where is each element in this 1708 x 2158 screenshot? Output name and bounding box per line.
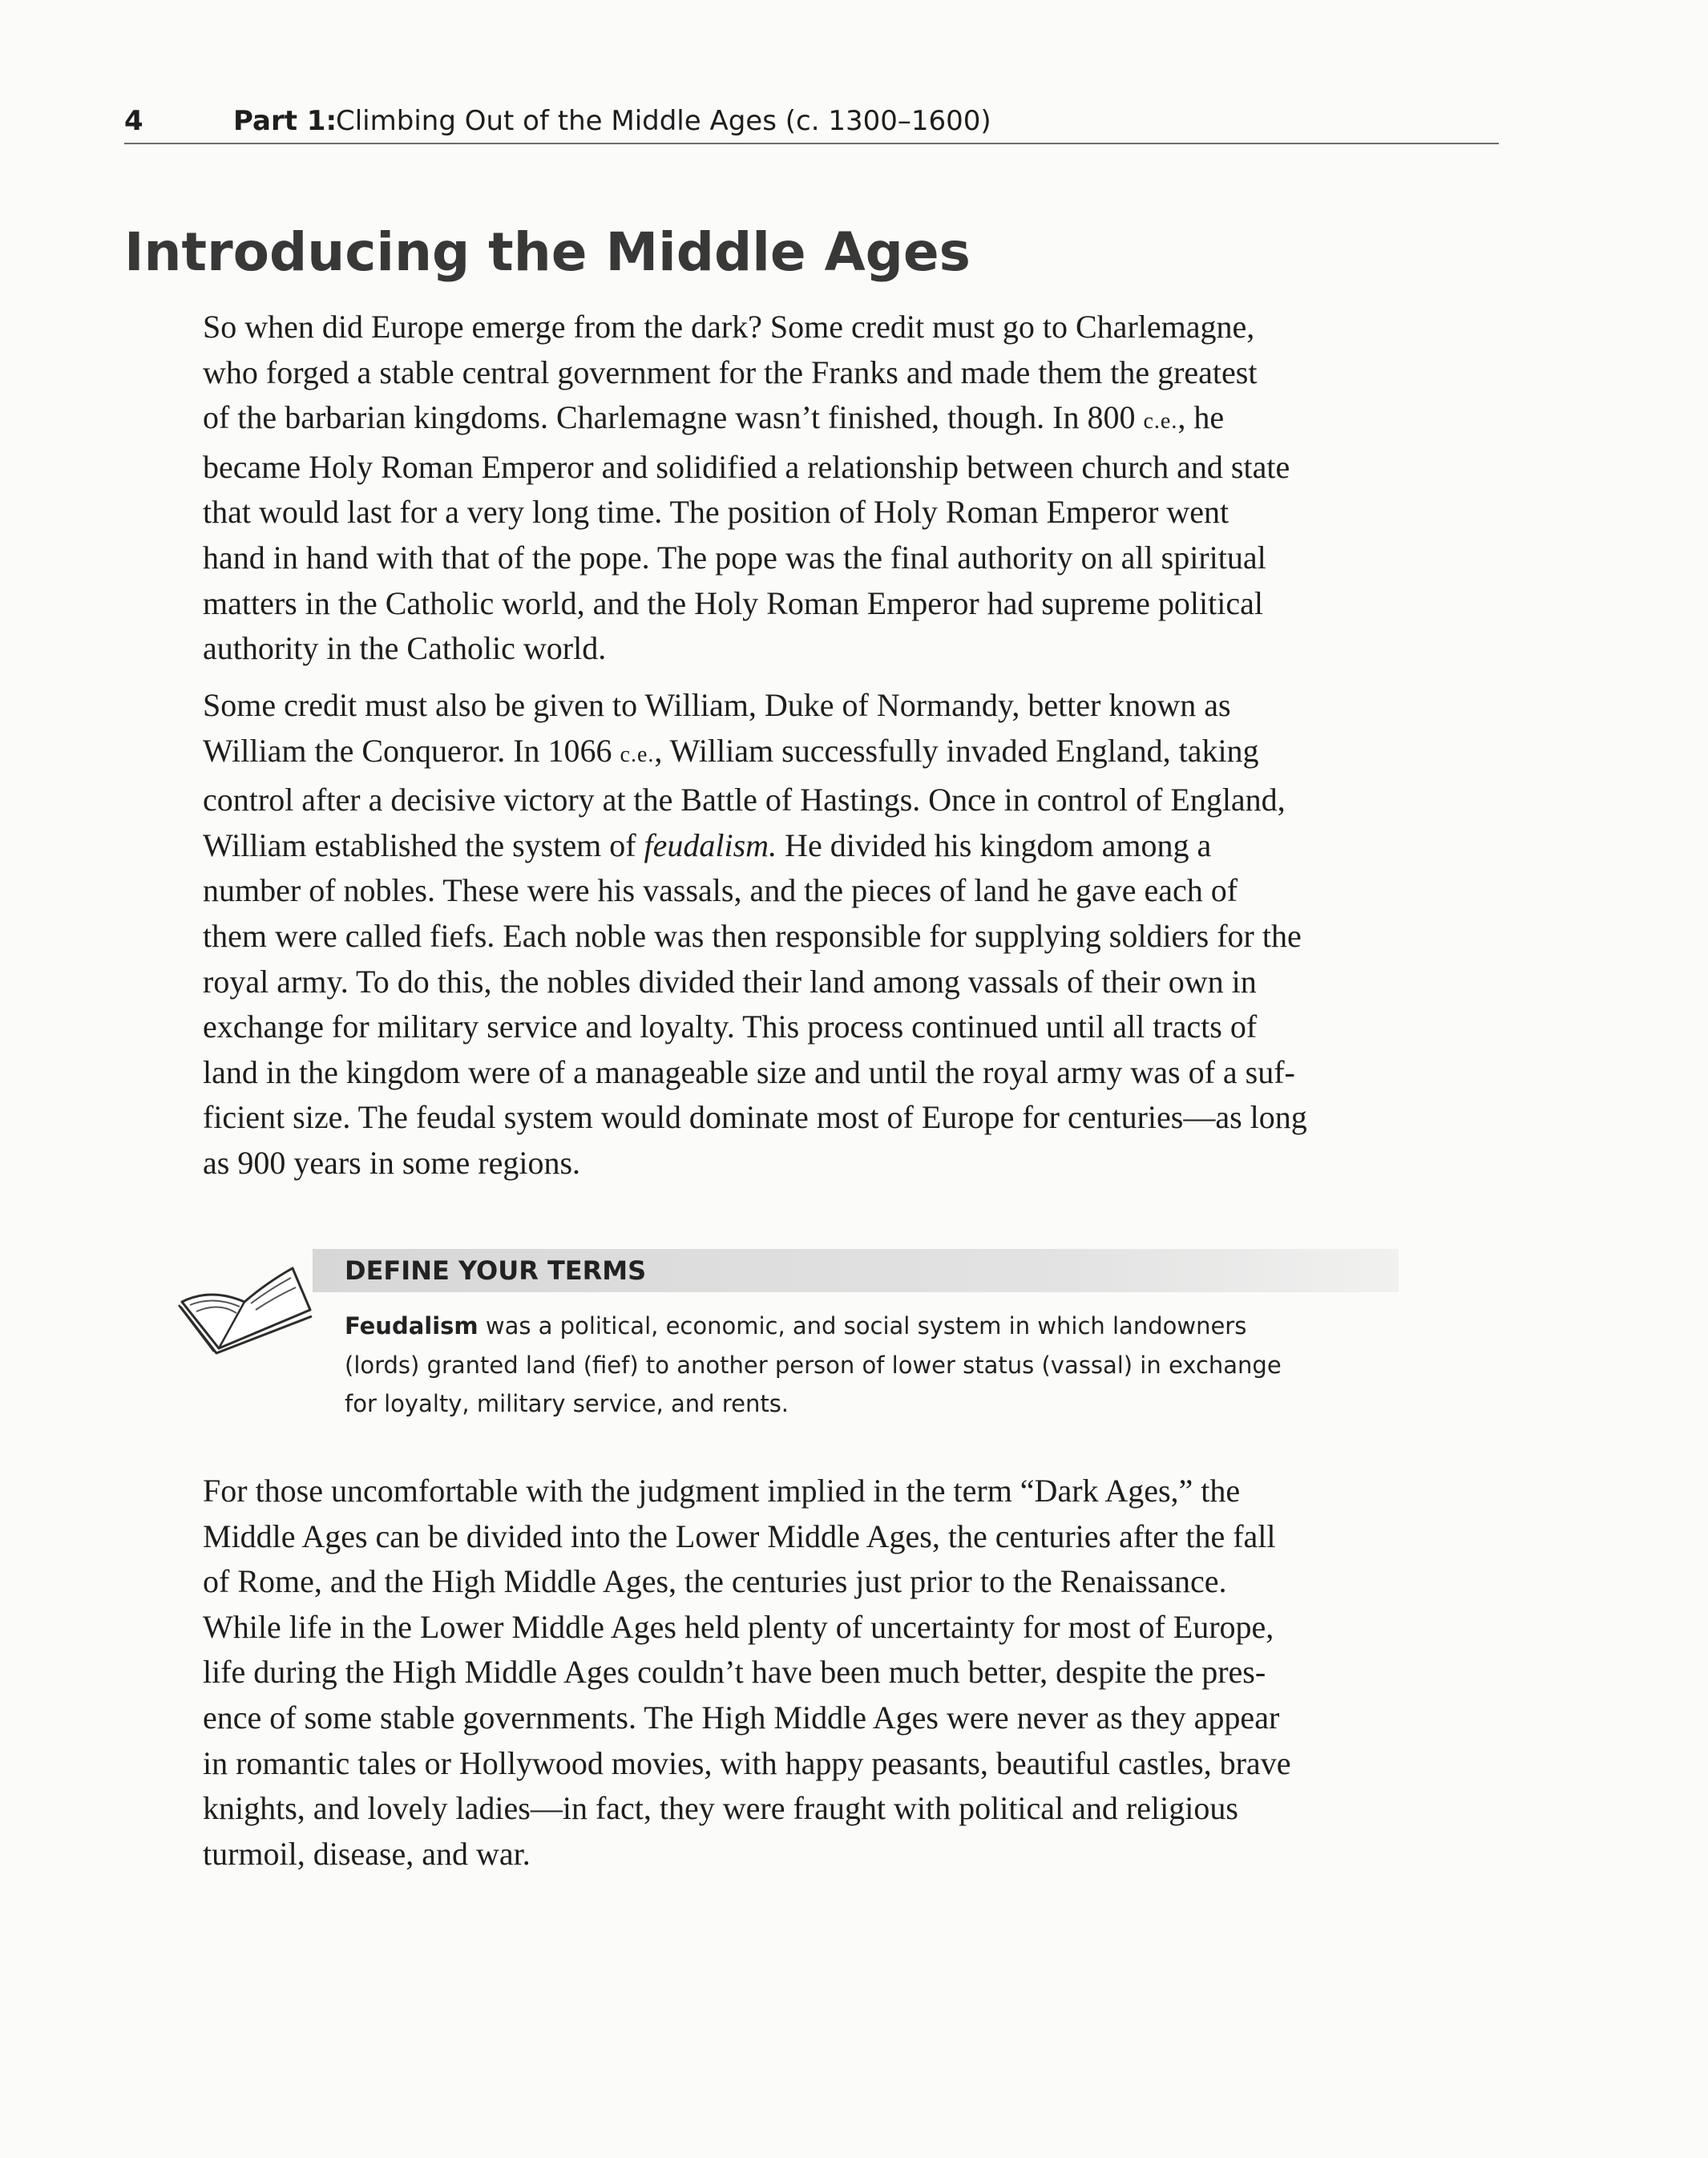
text-line (345, 1307, 1387, 1346)
text-line: For those uncomfortable with the judgment implied in the term “Dark Ages,” the (203, 1473, 1241, 1509)
text-run: He divided his kingdom among a (777, 826, 1212, 863)
paragraph-charlemagne (203, 305, 1517, 672)
text-line: land in the kingdom were of a manageable size and until the royal army was of a suf- (203, 1053, 1295, 1090)
text-line: So when did Europe emerge from the dark? Some credit must go to Charlemagne, (203, 309, 1255, 345)
text-line: (lords) granted land (fief) to another person of lower status (vassal) in exchange (345, 1351, 1282, 1379)
text-run: William established the system of (203, 826, 644, 863)
text-line: who forged a stable central government for the Franks and made them the greatest (203, 354, 1258, 390)
text-line: as 900 years in some regions. (203, 1144, 581, 1181)
text-run: , William successfully invaded England, taking (654, 732, 1259, 769)
text-line (203, 729, 1517, 778)
text-run: of the barbarian kingdoms. Charlemagne wasn’t finished, though. In 800 (203, 399, 1144, 436)
text-line: that would last for a very long time. The position of Holy Roman Emperor went (203, 494, 1230, 531)
text-line (203, 395, 1517, 445)
paragraph-william (203, 683, 1517, 1186)
section-title: Introducing the Middle Ages (124, 221, 971, 283)
text-line: in romantic tales or Hollywood movies, with happy peasants, beautiful castles, brave (203, 1744, 1291, 1781)
running-header (124, 101, 1499, 141)
text-line: hand in hand with that of the pope. The pope was the final authority on all spiritual (203, 539, 1266, 576)
header-rule (124, 143, 1499, 144)
text-line: ence of some stable governments. The High Middle Ages were never as they appear (203, 1699, 1280, 1736)
text-line: exchange for military service and loyalty. This process continued until all tracts of (203, 1008, 1258, 1045)
text-run: , he (1177, 399, 1225, 436)
text-line: authority in the Catholic world. (203, 630, 607, 667)
text-run: William the Conqueror. In 1066 (203, 732, 620, 769)
page-number: 4 (124, 105, 143, 137)
era-abbreviation: c.e. (620, 742, 655, 767)
sidebar-definition (345, 1307, 1387, 1424)
define-your-terms-sidebar (172, 1243, 1399, 1435)
text-line: control after a decisive victory at the Battle of Hastings. Once in control of England, (203, 782, 1286, 818)
italic-term: feudalism. (644, 826, 777, 863)
open-book-icon (172, 1255, 317, 1360)
text-line: Middle Ages can be divided into the Lower Middle Ages, the centuries after the fall (203, 1517, 1276, 1554)
text-line: of Rome, and the High Middle Ages, the centuries just prior to the Renaissance. (203, 1563, 1227, 1600)
text-line: life during the High Middle Ages couldn’t have been much better, despite the pres- (203, 1654, 1266, 1691)
text-line: royal army. To do this, the nobles divided their land among vassals of their own in (203, 963, 1257, 1000)
text-line: turmoil, disease, and war. (203, 1835, 531, 1872)
paragraph-dark-ages (203, 1469, 1517, 1877)
text-line: them were called fiefs. Each noble was then responsible for supplying soldiers for the (203, 917, 1302, 954)
text-line: While life in the Lower Middle Ages held plenty of uncertainty for most of Europe, (203, 1608, 1274, 1645)
sidebar-heading: DEFINE YOUR TERMS (345, 1255, 647, 1286)
text-line (203, 823, 1517, 869)
part-label: Part 1: (233, 105, 337, 137)
text-line: matters in the Catholic world, and the Holy Roman Emperor had supreme political (203, 584, 1264, 621)
text-line: number of nobles. These were his vassals, and the pieces of land he gave each of (203, 872, 1238, 909)
text-line: became Holy Roman Emperor and solidified a relationship between church and state (203, 448, 1290, 485)
text-line: for loyalty, military service, and rents. (345, 1390, 789, 1417)
text-line: knights, and lovely ladies—in fact, they were fraught with political and religious (203, 1790, 1238, 1827)
part-title: Climbing Out of the Middle Ages (c. 1300–1600) (336, 105, 991, 137)
defined-term: Feudalism (345, 1312, 478, 1340)
text-run: was a political, economic, and social system in which landowners (478, 1312, 1247, 1340)
text-line: ficient size. The feudal system would dominate most of Europe for centuries—as long (203, 1099, 1307, 1136)
text-line: Some credit must also be given to William, Duke of Normandy, better known as (203, 687, 1231, 723)
era-abbreviation: c.e. (1143, 409, 1178, 434)
